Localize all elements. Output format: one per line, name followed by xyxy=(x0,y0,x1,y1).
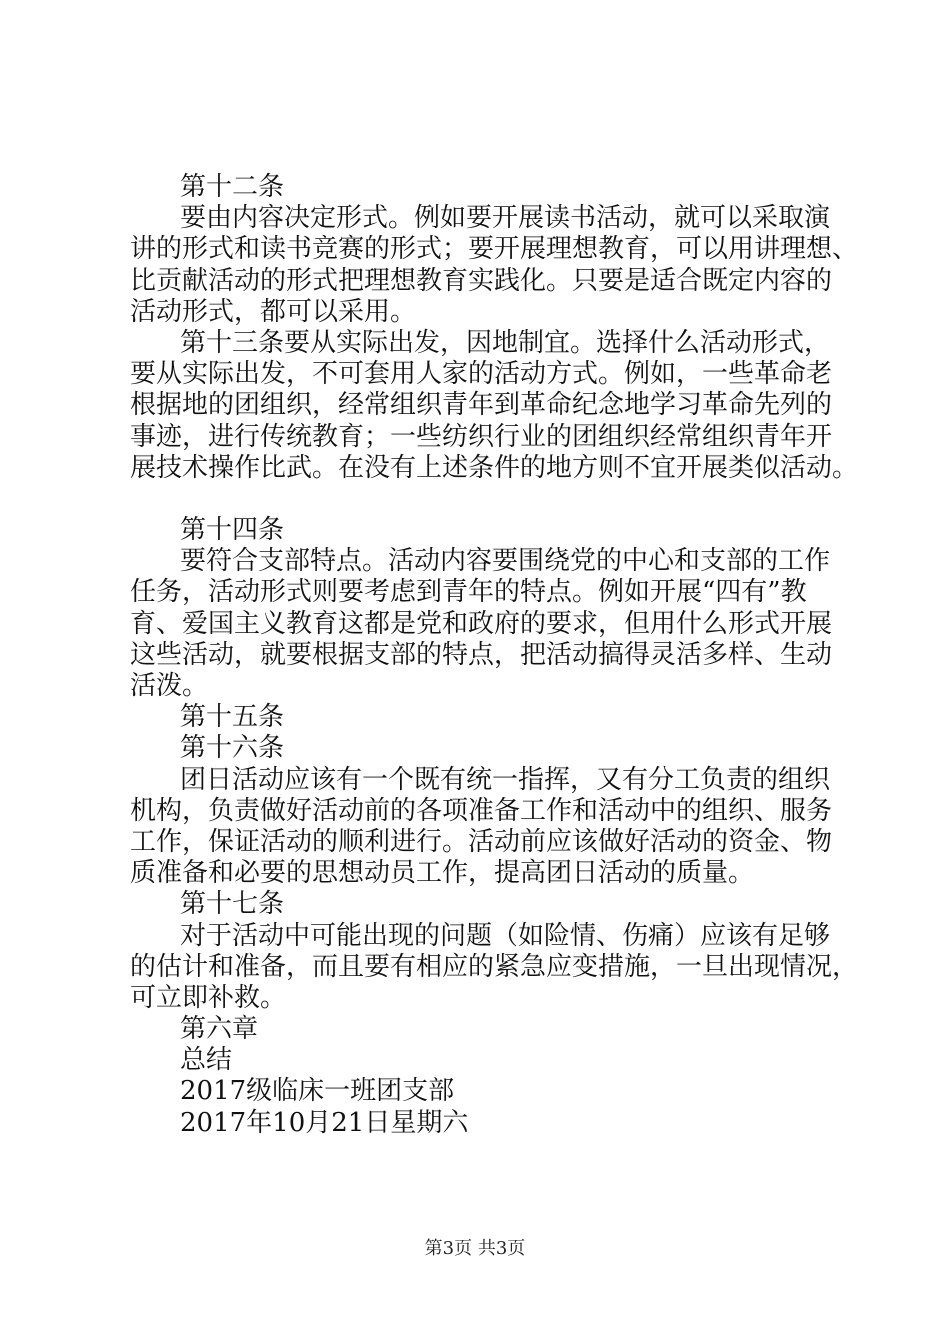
text-line: 第十二条 xyxy=(180,172,285,202)
text-line: 第六章 xyxy=(180,1014,259,1045)
text-line: 展技术操作比武。在没有上述条件的地方则不宜开展类似活动。 xyxy=(130,452,859,483)
text-line: 对于活动中可能出现的问题（如险情、伤痛）应该有足够 xyxy=(180,920,831,951)
text-line: 总结 xyxy=(180,1045,233,1076)
text-line: 第十四条 xyxy=(180,515,285,546)
text-line: 要符合支部特点。活动内容要围绕党的中心和支部的工作 xyxy=(180,546,831,577)
text-line: 工作，保证活动的顺利进行。活动前应该做好活动的资金、物 xyxy=(130,826,833,857)
text-line: 2017级临床一班团支部 xyxy=(180,1076,455,1107)
text-line: 活动形式，都可以采用。 xyxy=(130,296,417,327)
text-line: 任务，活动形式则要考虑到青年的特点。例如开展“四有”教 xyxy=(130,577,807,608)
text-line: 团日活动应该有一个既有统一指挥，又有分工负责的组织 xyxy=(180,764,831,795)
text-line: 活泼。 xyxy=(130,671,209,701)
text-line: 根据地的团组织，经常组织青年到革命纪念地学习革命先列的 xyxy=(130,390,833,421)
text-line: 育、爱国主义教育这都是党和政府的要求，但用什么形式开展 xyxy=(130,608,833,639)
text-line: 事迹，进行传统教育；一些纺织行业的团组织经常组织青年开 xyxy=(130,421,833,452)
text-line: 要从实际出发，不可套用人家的活动方式。例如，一些革命老 xyxy=(130,359,833,390)
page-footer: 第3页 共3页 xyxy=(424,1238,526,1259)
text-line: 比贡献活动的形式把理想教育实践化。只要是适合既定内容的 xyxy=(130,265,833,296)
text-line: 的估计和准备，而且要有相应的紧急应变措施，一旦出现情况， xyxy=(130,951,859,982)
text-line: 第十六条 xyxy=(180,733,285,764)
text-line: 2017年10月21日星期六 xyxy=(180,1107,469,1138)
text-line: 要由内容决定形式。例如要开展读书活动，就可以采取演 xyxy=(180,203,831,234)
text-line: 讲的形式和读书竞赛的形式；要开展理想教育，可以用讲理想、 xyxy=(130,234,859,265)
text-line: 第十五条 xyxy=(180,702,285,733)
text-line: 第十七条 xyxy=(180,889,285,920)
text-line: 这些活动，就要根据支部的特点，把活动搞得灵活多样、生动 xyxy=(130,639,833,670)
document-body xyxy=(130,172,859,1139)
blank-line xyxy=(130,484,830,515)
text-line: 可立即补救。 xyxy=(130,982,287,1013)
text-line: 第十三条要从实际出发，因地制宜。选择什么活动形式， xyxy=(180,327,831,358)
text-line: 质准备和必要的思想动员工作，提高团日活动的质量。 xyxy=(130,858,755,889)
text-line: 机构，负责做好活动前的各项准备工作和活动中的组织、服务 xyxy=(130,795,833,826)
